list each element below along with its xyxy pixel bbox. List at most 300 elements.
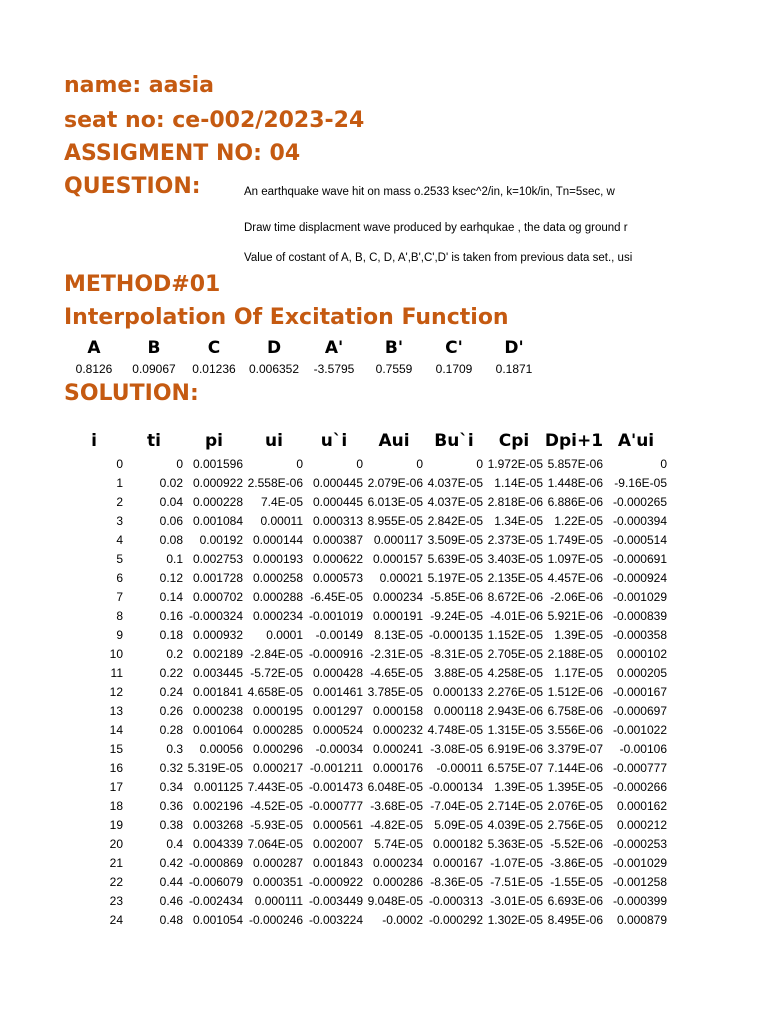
constant-header: C <box>207 338 221 358</box>
table-cell: 23 <box>109 893 123 908</box>
table-cell: -2.84E-05 <box>250 646 303 661</box>
table-cell: 0.000573 <box>312 570 363 585</box>
table-cell: -8.36E-05 <box>430 874 483 889</box>
table-cell: 5.197E-05 <box>427 570 483 585</box>
table-cell: 1.39E-05 <box>554 627 603 642</box>
table-row <box>64 834 668 853</box>
table-column-header: u`i <box>320 431 348 451</box>
table-cell: 0.000879 <box>616 912 667 927</box>
table-column-header: ui <box>265 431 283 451</box>
table-cell: 1.302E-05 <box>487 912 543 927</box>
table-cell: 0.000193 <box>252 551 303 566</box>
table-cell: 0.02 <box>159 475 183 490</box>
table-cell: -1.55E-05 <box>550 874 603 889</box>
method-subtitle: Interpolation Of Excitation Function <box>64 305 509 330</box>
table-cell: 4 <box>116 532 123 547</box>
table-cell: 2.756E-05 <box>547 817 603 832</box>
table-cell: 0.3 <box>166 741 183 756</box>
table-cell: 8.672E-06 <box>487 589 543 604</box>
table-cell: 0.000285 <box>252 722 303 737</box>
table-cell: -0.00106 <box>619 741 667 756</box>
question-label: QUESTION: <box>64 174 201 199</box>
constant-value: 0.09067 <box>132 362 176 376</box>
table-cell: 14 <box>109 722 123 737</box>
table-cell: -7.04E-05 <box>430 798 483 813</box>
table-cell: -0.00149 <box>315 627 363 642</box>
table-cell: 7.144E-06 <box>547 760 603 775</box>
question-line-1: An earthquake wave hit on mass o.2533 ksec^2/in, k=10k/in, Tn=5sec, w <box>244 186 615 198</box>
table-row <box>64 549 668 568</box>
table-cell: 0.000387 <box>312 532 363 547</box>
table-cell: 9 <box>116 627 123 642</box>
table-cell: -4.65E-05 <box>370 665 423 680</box>
table-row <box>64 606 668 625</box>
table-cell: 3.88E-05 <box>434 665 483 680</box>
table-cell: 4.039E-05 <box>487 817 543 832</box>
table-cell: 0.000288 <box>252 589 303 604</box>
table-cell: 0.38 <box>159 817 183 832</box>
table-cell: 0.42 <box>159 855 183 870</box>
table-cell: 0.000922 <box>192 475 243 490</box>
table-cell: 1.315E-05 <box>487 722 543 737</box>
table-cell: 0.32 <box>159 760 183 775</box>
table-cell: 2.188E-05 <box>547 646 603 661</box>
table-cell: 0.001084 <box>192 513 243 528</box>
table-cell: -0.000399 <box>612 893 667 908</box>
table-cell: -0.001022 <box>612 722 667 737</box>
table-cell: 0.000932 <box>192 627 243 642</box>
table-cell: -0.000135 <box>428 627 483 642</box>
table-cell: 0.36 <box>159 798 183 813</box>
table-cell: 3.785E-05 <box>367 684 423 699</box>
table-cell: 0.001125 <box>193 779 243 794</box>
solution-table <box>64 428 668 929</box>
table-cell: 0.000286 <box>372 874 423 889</box>
table-row <box>64 625 668 644</box>
table-cell: 0.002196 <box>192 798 243 813</box>
table-cell: 7.443E-05 <box>247 779 303 794</box>
table-cell: 0.14 <box>159 589 183 604</box>
constant-header: B <box>147 338 161 358</box>
table-cell: -0.000313 <box>428 893 483 908</box>
table-cell: 0.000212 <box>616 817 667 832</box>
solution-label: SOLUTION: <box>64 381 199 406</box>
table-cell: -0.002434 <box>188 893 243 908</box>
table-cell: 7.4E-05 <box>260 494 303 509</box>
table-cell: 13 <box>109 703 123 718</box>
table-cell: 0.44 <box>159 874 183 889</box>
table-cell: -0.001473 <box>308 779 363 794</box>
table-cell: 5.09E-05 <box>434 817 483 832</box>
question-line-2: Draw time displacment wave produced by earhqukae , the data og ground r <box>244 222 628 234</box>
table-cell: -0.000922 <box>308 874 363 889</box>
table-row <box>64 663 668 682</box>
table-cell: -0.000869 <box>188 855 243 870</box>
constant-value: -3.5795 <box>313 362 355 376</box>
table-row <box>64 492 668 511</box>
table-cell: -0.000292 <box>428 912 483 927</box>
table-cell: -0.003449 <box>308 893 363 908</box>
table-cell: 0.000111 <box>254 893 303 908</box>
table-cell: 2 <box>116 494 123 509</box>
table-cell: 0.000133 <box>432 684 483 699</box>
table-cell: -3.68E-05 <box>370 798 423 813</box>
table-column-header: Dpi+1 <box>544 431 604 451</box>
table-cell: 8.13E-05 <box>374 627 423 642</box>
table-cell: 6.693E-06 <box>547 893 603 908</box>
table-cell: 2.276E-05 <box>487 684 543 699</box>
table-cell: 0.000287 <box>252 855 303 870</box>
table-column-header: i <box>91 431 97 451</box>
table-cell: 1.097E-05 <box>547 551 603 566</box>
table-cell: 0.002753 <box>192 551 243 566</box>
table-cell: 0 <box>296 456 303 471</box>
table-cell: -0.000839 <box>612 608 667 623</box>
table-cell: 0.000191 <box>372 608 423 623</box>
table-cell: 0 <box>176 456 183 471</box>
table-cell: 0.000157 <box>372 551 423 566</box>
table-cell: 0.34 <box>159 779 183 794</box>
table-cell: 1 <box>116 475 123 490</box>
table-cell: -3.01E-05 <box>490 893 543 908</box>
table-cell: 20 <box>109 836 123 851</box>
table-cell: 0.4 <box>166 836 183 851</box>
table-cell: -0.001029 <box>612 589 667 604</box>
table-cell: 0.000445 <box>312 475 363 490</box>
constant-value: 0.1871 <box>495 362 533 376</box>
table-cell: 0 <box>660 456 667 471</box>
table-cell: 0.06 <box>159 513 183 528</box>
table-cell: 0.001841 <box>192 684 243 699</box>
table-cell: 0.000702 <box>192 589 243 604</box>
table-cell: 0.003268 <box>192 817 243 832</box>
table-cell: 0.00011 <box>260 513 303 528</box>
table-cell: -0.000394 <box>612 513 667 528</box>
table-cell: 0.002189 <box>192 646 243 661</box>
table-row <box>64 530 668 549</box>
table-cell: 0.48 <box>159 912 183 927</box>
table-row <box>64 511 668 530</box>
table-cell: 0.24 <box>159 684 183 699</box>
table-cell: 0.001596 <box>192 456 243 471</box>
table-column-header: Cpi <box>498 431 530 451</box>
table-cell: 0.000228 <box>192 494 243 509</box>
solution-table-container <box>64 428 668 929</box>
constant-value: 0.8126 <box>75 362 113 376</box>
table-cell: -0.000253 <box>612 836 667 851</box>
table-cell: 0.000351 <box>252 874 303 889</box>
table-cell: -0.003224 <box>308 912 363 927</box>
constant-header: D <box>266 338 282 358</box>
table-cell: 18 <box>109 798 123 813</box>
table-cell: 0 <box>416 456 423 471</box>
table-cell: 0.000296 <box>252 741 303 756</box>
table-cell: 0 <box>116 456 123 471</box>
table-cell: -8.31E-05 <box>430 646 483 661</box>
table-cell: 5.319E-05 <box>187 760 243 775</box>
constant-header: D' <box>504 338 524 358</box>
table-cell: 3.379E-07 <box>547 741 603 756</box>
constant-value: 0.006352 <box>248 362 300 376</box>
table-cell: -0.000265 <box>612 494 667 509</box>
table-cell: 0.1 <box>166 551 183 566</box>
table-row <box>64 758 668 777</box>
table-cell: 6.886E-06 <box>547 494 603 509</box>
table-cell: 9.048E-05 <box>367 893 423 908</box>
table-cell: -4.01E-06 <box>490 608 543 623</box>
table-row <box>64 872 668 891</box>
table-cell: 1.512E-06 <box>547 684 603 699</box>
table-cell: 2.076E-05 <box>547 798 603 813</box>
table-cell: -0.001258 <box>612 874 667 889</box>
table-cell: 11 <box>110 665 123 680</box>
constants-header-row <box>64 338 584 360</box>
table-cell: 0.000238 <box>192 703 243 718</box>
table-cell: -4.82E-05 <box>370 817 423 832</box>
table-cell: 0.000524 <box>312 722 363 737</box>
table-row <box>64 891 668 910</box>
table-cell: 1.152E-05 <box>487 627 543 642</box>
table-cell: -0.001211 <box>309 760 363 775</box>
table-cell: 0.000258 <box>252 570 303 585</box>
table-cell: 0.000102 <box>616 646 667 661</box>
table-cell: 0.04 <box>159 494 183 509</box>
table-cell: 0.000234 <box>372 855 423 870</box>
table-row <box>64 720 668 739</box>
table-cell: -0.000777 <box>612 760 667 775</box>
table-cell: -0.000691 <box>612 551 667 566</box>
table-cell: 3 <box>116 513 123 528</box>
table-cell: 17 <box>109 779 123 794</box>
table-cell: 8 <box>116 608 123 623</box>
table-cell: -3.08E-05 <box>430 741 483 756</box>
table-cell: 1.17E-05 <box>554 665 603 680</box>
table-cell: -2.06E-06 <box>550 589 603 604</box>
table-cell: 5.857E-06 <box>547 456 603 471</box>
table-cell: -0.000167 <box>612 684 667 699</box>
table-column-header: Aui <box>378 431 410 451</box>
table-cell: -0.001029 <box>612 855 667 870</box>
table-cell: 2.943E-06 <box>487 703 543 718</box>
table-cell: 1.448E-06 <box>547 475 603 490</box>
seat-number: seat no: ce-002/2023-24 <box>64 108 365 133</box>
table-cell: 2.373E-05 <box>487 532 543 547</box>
table-cell: 0.003445 <box>192 665 243 680</box>
assignment-title: ASSIGMENT NO: 04 <box>64 141 301 166</box>
table-cell: -9.24E-05 <box>430 608 483 623</box>
table-cell: 0.001297 <box>312 703 363 718</box>
table-row <box>64 682 668 701</box>
constant-header: A <box>87 338 101 358</box>
constant-header: A' <box>324 338 344 358</box>
table-cell: 0.28 <box>159 722 183 737</box>
table-cell: 0.002007 <box>312 836 363 851</box>
table-cell: 3.556E-06 <box>547 722 603 737</box>
table-cell: 6.575E-07 <box>487 760 543 775</box>
table-cell: 6.013E-05 <box>367 494 423 509</box>
table-cell: 1.749E-05 <box>547 532 603 547</box>
table-cell: 22 <box>109 874 123 889</box>
question-line-3: Value of costant of A, B, C, D, A',B',C',D' is taken from previous data set., usi <box>244 252 633 264</box>
table-cell: 0.000561 <box>312 817 363 832</box>
table-cell: 0.004339 <box>192 836 243 851</box>
table-cell: -0.000777 <box>308 798 363 813</box>
table-cell: 0.000117 <box>373 532 423 547</box>
table-cell: 21 <box>109 855 123 870</box>
constant-header: B' <box>384 338 404 358</box>
table-cell: 0 <box>476 456 483 471</box>
table-cell: 6 <box>116 570 123 585</box>
table-cell: 0.000232 <box>372 722 423 737</box>
table-cell: 0.001054 <box>192 912 243 927</box>
table-cell: 5.363E-05 <box>487 836 543 851</box>
table-cell: 2.135E-05 <box>487 570 543 585</box>
table-cell: -4.52E-05 <box>250 798 303 813</box>
table-cell: 0.16 <box>159 608 183 623</box>
table-body <box>64 454 668 929</box>
table-cell: 19 <box>109 817 123 832</box>
table-row <box>64 777 668 796</box>
table-cell: 0.000162 <box>616 798 667 813</box>
table-cell: 0.0001 <box>266 627 303 642</box>
table-cell: 0.2 <box>166 646 183 661</box>
table-cell: 4.457E-06 <box>547 570 603 585</box>
table-cell: -0.006079 <box>188 874 243 889</box>
table-cell: 0.000241 <box>372 741 423 756</box>
table-cell: 6.919E-06 <box>487 741 543 756</box>
constant-value: 0.1709 <box>435 362 473 376</box>
table-cell: 10 <box>109 646 123 661</box>
table-cell: 0.000313 <box>312 513 363 528</box>
table-cell: 0.000176 <box>372 760 423 775</box>
table-cell: -5.72E-05 <box>250 665 303 680</box>
table-row <box>64 473 668 492</box>
table-cell: -0.0002 <box>382 912 423 927</box>
table-cell: 0.08 <box>159 532 183 547</box>
table-cell: 0.000118 <box>433 703 483 718</box>
table-cell: 2.818E-06 <box>487 494 543 509</box>
table-cell: 0.00056 <box>199 741 243 756</box>
table-cell: 2.842E-05 <box>427 513 483 528</box>
table-cell: -0.000924 <box>612 570 667 585</box>
table-cell: 7 <box>116 589 123 604</box>
table-cell: -5.85E-06 <box>430 589 483 604</box>
table-cell: 16 <box>109 760 123 775</box>
table-cell: -0.000324 <box>188 608 243 623</box>
table-cell: 0.000205 <box>616 665 667 680</box>
table-cell: 4.658E-05 <box>247 684 303 699</box>
table-cell: -1.07E-05 <box>490 855 543 870</box>
table-cell: -5.93E-05 <box>250 817 303 832</box>
table-column-header: A'ui <box>617 431 655 451</box>
table-cell: 4.037E-05 <box>427 475 483 490</box>
table-cell: 0.000158 <box>372 703 423 718</box>
table-cell: -6.45E-05 <box>310 589 363 604</box>
table-cell: 0.00021 <box>379 570 423 585</box>
table-cell: 0.22 <box>159 665 183 680</box>
table-cell: 0.46 <box>159 893 183 908</box>
table-cell: 0.000445 <box>312 494 363 509</box>
table-cell: 0.000428 <box>312 665 363 680</box>
table-cell: 0.001461 <box>312 684 363 699</box>
table-cell: 0.000217 <box>252 760 303 775</box>
table-cell: 2.079E-06 <box>367 475 423 490</box>
table-cell: 0.26 <box>159 703 183 718</box>
table-cell: -0.000514 <box>612 532 667 547</box>
table-cell: -0.00011 <box>436 760 483 775</box>
table-cell: 8.495E-06 <box>547 912 603 927</box>
table-cell: 0.000234 <box>372 589 423 604</box>
table-cell: -0.00034 <box>315 741 363 756</box>
table-cell: 24 <box>109 912 123 927</box>
table-column-header: ti <box>147 431 161 451</box>
method-title: METHOD#01 <box>64 272 221 297</box>
table-cell: 1.14E-05 <box>494 475 543 490</box>
table-cell: -0.000134 <box>428 779 483 794</box>
table-cell: 1.34E-05 <box>494 513 543 528</box>
table-cell: 0.001728 <box>192 570 243 585</box>
table-column-header: Bu`i <box>434 431 474 451</box>
table-cell: -0.000358 <box>612 627 667 642</box>
table-cell: 2.558E-06 <box>247 475 303 490</box>
table-column-header: pi <box>205 431 223 451</box>
table-cell: 1.972E-05 <box>487 456 543 471</box>
table-cell: 4.037E-05 <box>427 494 483 509</box>
table-cell: 4.258E-05 <box>487 665 543 680</box>
table-cell: -0.000697 <box>612 703 667 718</box>
table-cell: -9.16E-05 <box>614 475 667 490</box>
table-cell: 2.705E-05 <box>487 646 543 661</box>
constant-value: 0.01236 <box>192 362 236 376</box>
table-row <box>64 796 668 815</box>
table-cell: -0.001019 <box>308 608 363 623</box>
table-row <box>64 568 668 587</box>
table-cell: 15 <box>109 741 123 756</box>
table-cell: 0.001064 <box>192 722 243 737</box>
table-cell: 0.18 <box>159 627 183 642</box>
table-cell: -2.31E-05 <box>370 646 423 661</box>
table-cell: 0.000167 <box>432 855 483 870</box>
table-cell: 2.714E-05 <box>487 798 543 813</box>
table-cell: 5.921E-06 <box>547 608 603 623</box>
table-cell: 0.12 <box>159 570 183 585</box>
table-row <box>64 587 668 606</box>
table-row <box>64 701 668 720</box>
table-row <box>64 910 668 929</box>
table-cell: 7.064E-05 <box>247 836 303 851</box>
table-cell: 3.403E-05 <box>487 551 543 566</box>
table-cell: 0.00192 <box>199 532 243 547</box>
table-cell: 1.395E-05 <box>547 779 603 794</box>
table-cell: -7.51E-05 <box>490 874 543 889</box>
table-cell: 6.758E-06 <box>547 703 603 718</box>
table-cell: 0.000182 <box>432 836 483 851</box>
table-cell: -5.52E-06 <box>550 836 603 851</box>
constant-value: 0.7559 <box>375 362 413 376</box>
table-cell: 12 <box>109 684 123 699</box>
table-cell: 8.955E-05 <box>367 513 423 528</box>
constant-header: C' <box>445 338 463 358</box>
table-cell: 0.000622 <box>312 551 363 566</box>
table-cell: 5.639E-05 <box>427 551 483 566</box>
table-cell: -0.000916 <box>308 646 363 661</box>
table-cell: 1.39E-05 <box>494 779 543 794</box>
table-cell: 0.000234 <box>252 608 303 623</box>
table-cell: 0.000144 <box>252 532 303 547</box>
table-cell: 1.22E-05 <box>554 513 603 528</box>
table-row <box>64 853 668 872</box>
table-cell: 5.74E-05 <box>374 836 423 851</box>
